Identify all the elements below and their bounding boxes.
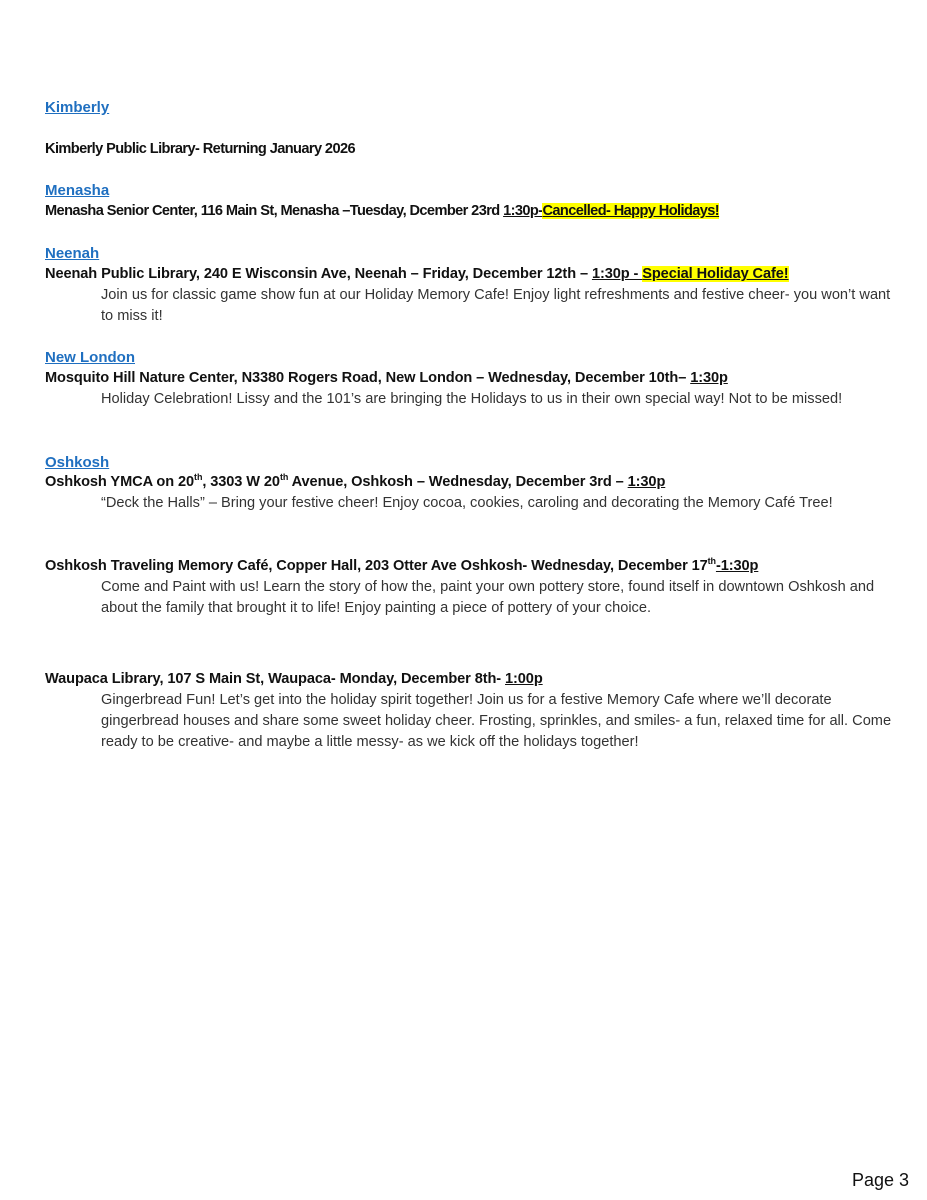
event-highlight: Cancelled- Happy Holidays! [542, 203, 720, 219]
neenah-description: Join us for classic game show fun at our Holiday Memory Cafe! Enjoy light refreshments and festive cheer- you won’t want to miss it! [101, 287, 891, 324]
waupaca-event [45, 669, 543, 690]
event-time: 1:30p [690, 370, 728, 386]
oshkosh-traveling-event [45, 556, 758, 577]
event-location: , 3303 W 20 [202, 474, 280, 490]
event-date: Avenue, Oshkosh – Wednesday, December 3rd – [288, 474, 628, 490]
event-time: 1:30p- [503, 203, 543, 219]
event-time: -1:30p [715, 558, 759, 574]
event-location: Oshkosh YMCA on 20 [45, 474, 195, 490]
event-location: Mosquito Hill Nature Center, N3380 Rogers Road, New London – Wednesday, December 10th– [45, 370, 691, 386]
new-london-event [45, 368, 728, 389]
event-highlight: Special Holiday Cafe! [642, 266, 789, 282]
town-link-neenah[interactable]: Neenah [45, 245, 100, 262]
event-time: 1:30p [627, 474, 666, 490]
ordinal: th [194, 472, 203, 483]
town-link-menasha[interactable]: Menasha [45, 182, 110, 199]
kimberly-event: Kimberly Public Library- Returning January 2026 [45, 141, 355, 157]
event-time: 1:00p [505, 671, 543, 687]
oshkosh-ymca-description: “Deck the Halls” – Bring your festive cheer! Enjoy cocoa, cookies, caroling and decorating the Memory Café Tree! [101, 495, 833, 511]
town-link-new-london[interactable]: New London [45, 349, 135, 366]
town-link-oshkosh[interactable]: Oshkosh [45, 454, 110, 471]
ordinal: th [279, 472, 289, 483]
new-london-description: Holiday Celebration! Lissy and the 101’s are bringing the Holidays to us in their own special way! Not to be missed! [101, 391, 843, 407]
event-location: Waupaca Library, 107 S Main St, Waupaca- Monday, December 8th- [45, 671, 506, 687]
event-location: Oshkosh Traveling Memory Café, Copper Hall, 203 Otter Ave Oshkosh- Wednesday, December 17 [45, 558, 708, 574]
event-time: 1:30p - [591, 266, 643, 282]
oshkosh-traveling-description: Come and Paint with us! Learn the story of how the, paint your own pottery store, found itself in downtown Oshkosh and about the family that brought it to life! Enjoy painting a piece of pottery of your choice. [101, 579, 875, 616]
event-location: Menasha Senior Center, 116 Main St, Menasha –Tuesday, Dcember 23rd [45, 203, 504, 219]
page-number: Page 3 [852, 1170, 910, 1190]
neenah-event [45, 264, 789, 285]
town-link-kimberly[interactable]: Kimberly [45, 99, 110, 116]
oshkosh-ymca-event [45, 472, 665, 493]
ordinal: th [707, 556, 716, 567]
waupaca-description: Gingerbread Fun! Let’s get into the holiday spirit together! Join us for a festive Memory Cafe where we’ll decorate gingerbread houses and share some sweet holiday cheer. Frosting, sprinkles, and smiles- a fun, relaxed time for all. Come ready to be creative- and maybe a little messy- as we kick off the holidays together! [101, 692, 892, 750]
event-location: Neenah Public Library, 240 E Wisconsin Ave, Neenah – Friday, December 12th – [45, 266, 592, 282]
menasha-event [45, 201, 719, 222]
